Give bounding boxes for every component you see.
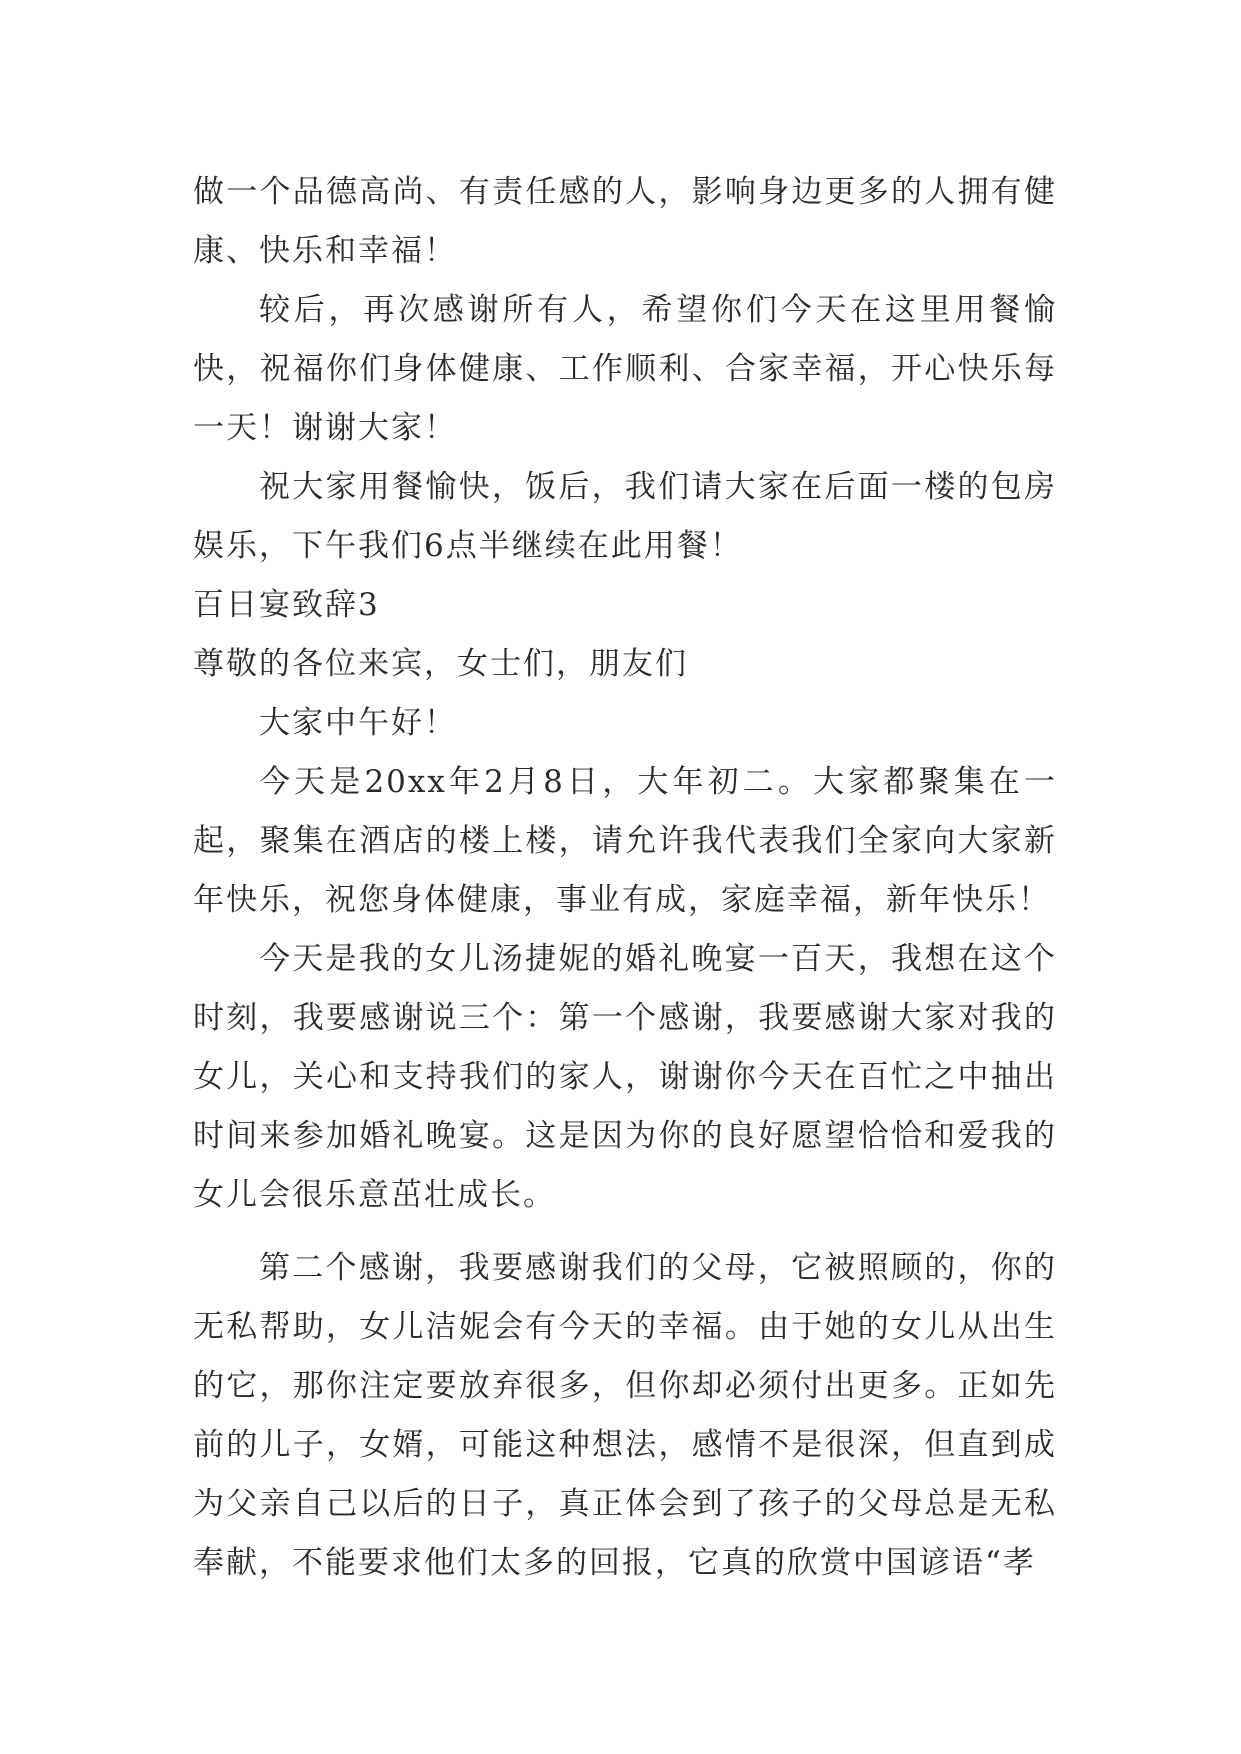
paragraph-second-thanks: 第二个感谢，我要感谢我们的父母，它被照顾的，你的无私帮助，女儿洁妮会有今天的幸福。由于她的女儿从出生的它，那你注定要放弃很多，但你却必须付出更多。正如先前的儿子，女婿，可能这种想法，感情不是很深，但直到成为父亲自己以后的日子，真正体会到了孩子的父母总是无私奉献，不能要求他们太多的回报，它真的欣赏中国谚语“孝	[193, 1250, 1057, 1581]
paragraph-date-wishes: 今天是20xx年2月8日，大年初二。大家都聚集在一起，聚集在酒店的楼上楼，请允许我代表我们全家向大家新年快乐，祝您身体健康，事业有成，家庭幸福，新年快乐！	[193, 764, 1057, 918]
paragraph-first-thanks: 今天是我的女儿汤捷妮的婚礼晚宴一百天，我想在这个时刻，我要感谢说三个：第一个感谢，我要感谢大家对我的女儿，关心和支持我们的家人，谢谢你今天在百忙之中抽出时间来参加婚礼晚宴。这是因为你的良好愿望恰恰和爱我的女儿会很乐意茁壮成长。	[193, 941, 1057, 1213]
salutation: 尊敬的各位来宾，女士们，朋友们	[193, 646, 688, 682]
paragraph-continuation: 做一个品德高尚、有责任感的人，影响身边更多的人拥有健康、快乐和幸福！	[193, 174, 1057, 269]
section-heading: 百日宴致辞3	[193, 587, 380, 623]
paragraph-closing-thanks: 较后，再次感谢所有人，希望你们今天在这里用餐愉快，祝福你们身体健康、工作顺利、合家幸福，开心快乐每一天！谢谢大家！	[193, 292, 1057, 446]
document-body	[193, 163, 1057, 1593]
greeting: 大家中午好！	[259, 705, 457, 741]
paragraph-dining-note: 祝大家用餐愉快，饭后，我们请大家在后面一楼的包房娱乐，下午我们6点半继续在此用餐！	[193, 469, 1057, 564]
